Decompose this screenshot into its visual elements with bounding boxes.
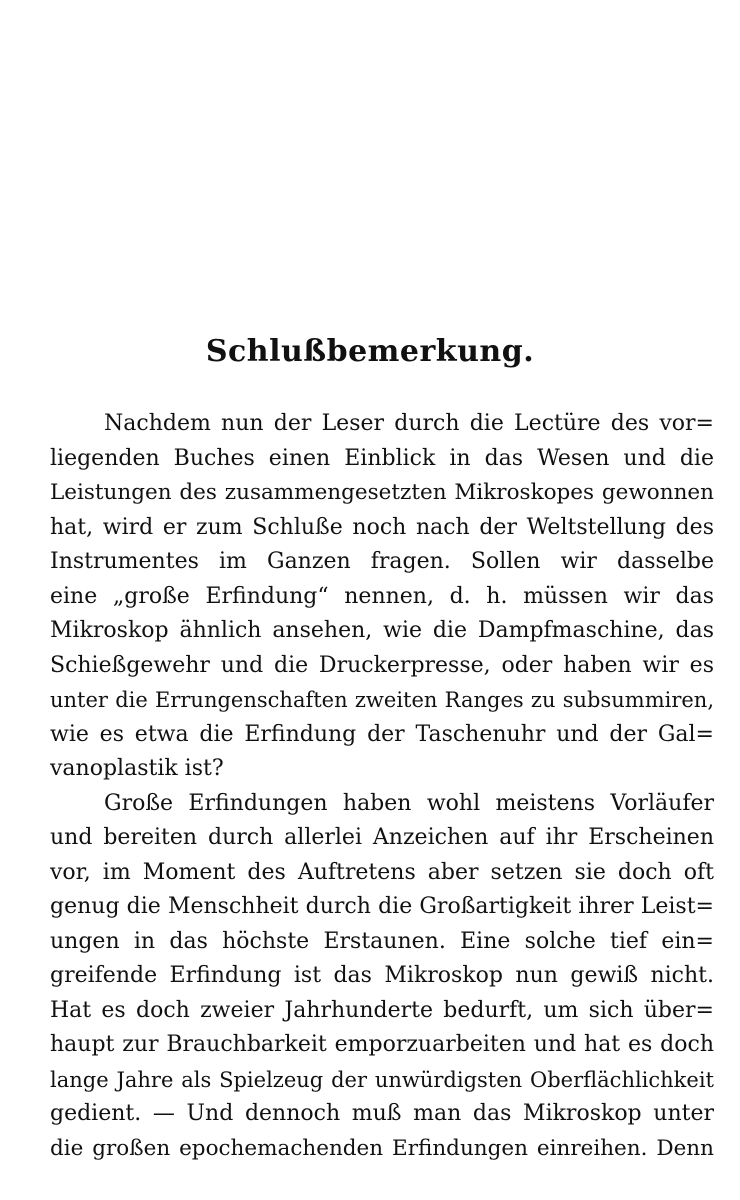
text-line: hat, wird er zum Schluße noch nach der Weltstellung des <box>50 514 714 540</box>
text-line: haupt zur Brauchbarkeit emporzuarbeiten und hat es doch <box>50 1032 714 1057</box>
text-line: Leistungen des zusammengesetzten Mikroskopes gewonnen <box>50 480 714 505</box>
text-line: Schießgewehr und die Druckerpresse, oder haben wir es <box>50 652 714 678</box>
text-line: Hat es doch zweier Jahrhunderte bedurft, um sich über= <box>50 997 714 1023</box>
text-line: Nachdem nun der Leser durch die Lectüre des vor= <box>104 411 714 436</box>
text-line: die großen epochemachenden Erfindungen einreihen. Denn <box>50 1135 714 1161</box>
text-line: greifende Erfindung ist das Mikroskop nun gewiß nicht. <box>50 963 714 988</box>
text-line: lange Jahre als Spielzeug der unwürdigsten Oberflächlichkeit <box>50 1067 714 1092</box>
text-line: gedient. — Und dennoch muß man das Mikroskop unter <box>50 1101 714 1126</box>
text-line: ungen in das höchste Erstaunen. Eine solche tief ein= <box>50 928 714 954</box>
text-line: vanoplastik ist? <box>50 756 224 781</box>
text-line: genug die Menschheit durch die Großartigkeit ihrer Leist= <box>50 894 714 919</box>
text-line: und bereiten durch allerlei Anzeichen auf ihr Erscheinen <box>50 825 714 850</box>
text-line: liegenden Buches einen Einblick in das Wesen und die <box>50 445 714 471</box>
text-line: unter die Errungenschaften zweiten Ranges zu subsummiren, <box>50 688 714 712</box>
text-line: Große Erfindungen haben wohl meistens Vorläufer <box>104 790 714 816</box>
text-line: Instrumentes im Ganzen fragen. Sollen wir dasselbe <box>50 549 714 574</box>
text-line: Mikroskop ähnlich ansehen, wie die Dampfmaschine, das <box>50 618 714 643</box>
text-line: vor, im Moment des Auftretens aber setzen sie doch oft <box>50 859 714 885</box>
body-text <box>50 407 714 1166</box>
text-line: wie es etwa die Erfindung der Taschenuhr und der Gal= <box>50 721 714 747</box>
text-line: eine „große Erfindung“ nennen, d. h. müssen wir das <box>50 583 714 609</box>
section-heading: Schlußbemerkung. <box>205 334 535 369</box>
